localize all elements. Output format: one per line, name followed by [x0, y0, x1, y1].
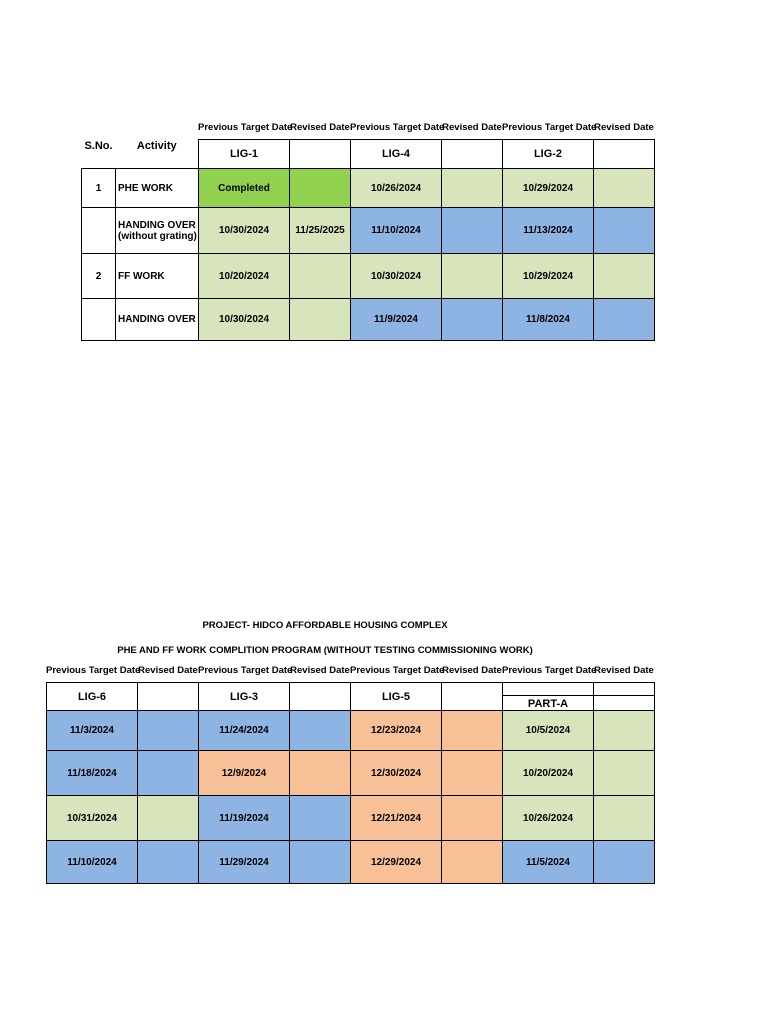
date-cell: 12/30/2024: [351, 751, 442, 796]
part-a-mid-rule: [502, 695, 655, 696]
date-cell: 10/29/2024: [503, 169, 594, 208]
t2-lig3-previous-header: Previous Target Date: [198, 665, 293, 676]
part-a-top-rule: [502, 682, 655, 683]
sno-cell: 2: [82, 254, 116, 299]
date-cell: [138, 841, 199, 884]
date-cell: 10/26/2024: [503, 796, 594, 841]
date-cell: 11/8/2024: [503, 299, 594, 341]
date-cell: 10/20/2024: [503, 751, 594, 796]
date-cell: 11/5/2024: [503, 841, 594, 884]
group-lig3-revised: [290, 683, 351, 711]
table-row: [47, 711, 655, 751]
date-cell: 12/9/2024: [199, 751, 290, 796]
date-cell: 10/30/2024: [351, 254, 442, 299]
date-cell: [290, 254, 351, 299]
table-row: [82, 208, 655, 254]
table-row: [47, 796, 655, 841]
date-cell: [442, 254, 503, 299]
t1-lig2-previous-header: Previous Target Date: [502, 122, 597, 133]
group-part-a-revised: [594, 683, 655, 711]
date-cell: 11/10/2024: [351, 208, 442, 254]
t2-lig6-revised-header: Revised Date: [138, 665, 198, 676]
date-cell: [594, 208, 655, 254]
group-lig3: LIG-3: [199, 683, 290, 711]
activity-header: Activity: [136, 139, 177, 152]
date-cell: 12/29/2024: [351, 841, 442, 884]
date-cell: 11/25/2025: [290, 208, 351, 254]
date-cell: [594, 751, 655, 796]
date-cell: [290, 169, 351, 208]
date-cell: 11/24/2024: [199, 711, 290, 751]
date-cell: [594, 169, 655, 208]
table-row: [82, 169, 655, 208]
date-cell: [442, 751, 503, 796]
t1-lig1-revised-header: Revised Date: [290, 122, 350, 133]
date-cell: [290, 751, 351, 796]
sno-cell: 1: [82, 169, 116, 208]
group-lig6: LIG-6: [47, 683, 138, 711]
date-cell: 11/9/2024: [351, 299, 442, 341]
t1-lig4-revised-header: Revised Date: [442, 122, 502, 133]
date-cell: [290, 841, 351, 884]
date-cell: 10/5/2024: [503, 711, 594, 751]
date-cell: [290, 299, 351, 341]
date-cell: [290, 711, 351, 751]
t2-lig6-previous-header: Previous Target Date: [46, 665, 141, 676]
date-cell: 10/30/2024: [199, 208, 290, 254]
date-cell: [594, 299, 655, 341]
date-cell: 10/26/2024: [351, 169, 442, 208]
date-cell: [594, 254, 655, 299]
program-title: PHE AND FF WORK COMPLITION PROGRAM (WITHOUT TESTING COMMISSIONING WORK): [117, 645, 533, 656]
table-row: [47, 751, 655, 796]
t2-lig3-revised-header: Revised Date: [290, 665, 350, 676]
activity-cell: PHE WORK: [116, 169, 199, 208]
t2-lig5-previous-header: Previous Target Date: [350, 665, 445, 676]
date-cell: 12/21/2024: [351, 796, 442, 841]
group-lig4: LIG-4: [351, 140, 442, 169]
group-lig6-revised: [138, 683, 199, 711]
date-cell: 11/29/2024: [199, 841, 290, 884]
activity-cell: HANDING OVER: [116, 299, 199, 341]
date-cell: [594, 711, 655, 751]
date-cell: 10/30/2024: [199, 299, 290, 341]
date-cell: [442, 299, 503, 341]
date-cell: [594, 841, 655, 884]
date-cell: [442, 711, 503, 751]
table-2: [46, 682, 655, 884]
date-cell: 10/29/2024: [503, 254, 594, 299]
group-lig4-revised: [442, 140, 503, 169]
activity-cell: HANDING OVER (without grating): [116, 208, 199, 254]
group-lig1: LIG-1: [199, 140, 290, 169]
t2-parta-revised-header: Revised Date: [594, 665, 654, 676]
date-cell: 11/13/2024: [503, 208, 594, 254]
date-cell: 11/18/2024: [47, 751, 138, 796]
date-cell: 11/19/2024: [199, 796, 290, 841]
date-cell: 12/23/2024: [351, 711, 442, 751]
sno-cell: [82, 299, 116, 341]
date-cell: Completed: [199, 169, 290, 208]
t1-lig2-revised-header: Revised Date: [594, 122, 654, 133]
t2-lig5-revised-header: Revised Date: [442, 665, 502, 676]
project-title: PROJECT- HIDCO AFFORDABLE HOUSING COMPLEX: [202, 620, 448, 631]
t2-parta-previous-header: Previous Target Date: [502, 665, 597, 676]
group-lig5-revised: [442, 683, 503, 711]
date-cell: [138, 796, 199, 841]
date-cell: 11/10/2024: [47, 841, 138, 884]
date-cell: [290, 796, 351, 841]
table-row: [47, 841, 655, 884]
date-cell: [594, 796, 655, 841]
date-cell: 10/31/2024: [47, 796, 138, 841]
date-cell: 10/20/2024: [199, 254, 290, 299]
group-lig5: LIG-5: [351, 683, 442, 711]
group-lig1-revised: [290, 140, 351, 169]
date-cell: [138, 751, 199, 796]
table-1: [81, 139, 655, 341]
t1-lig4-previous-header: Previous Target Date: [350, 122, 445, 133]
t1-lig1-previous-header: Previous Target Date: [198, 122, 293, 133]
date-cell: [442, 841, 503, 884]
sno-cell: [82, 208, 116, 254]
activity-cell: FF WORK: [116, 254, 199, 299]
group-lig2-revised: [594, 140, 655, 169]
group-part-a: PART-A: [503, 683, 594, 711]
table-row: [82, 254, 655, 299]
date-cell: [442, 796, 503, 841]
table-row: [82, 299, 655, 341]
group-lig2: LIG-2: [503, 140, 594, 169]
date-cell: [442, 169, 503, 208]
date-cell: [442, 208, 503, 254]
date-cell: 11/3/2024: [47, 711, 138, 751]
table-1-group-row: [82, 140, 655, 169]
sno-header: S.No.: [84, 139, 113, 152]
date-cell: [138, 711, 199, 751]
table-2-group-row: [47, 683, 655, 711]
